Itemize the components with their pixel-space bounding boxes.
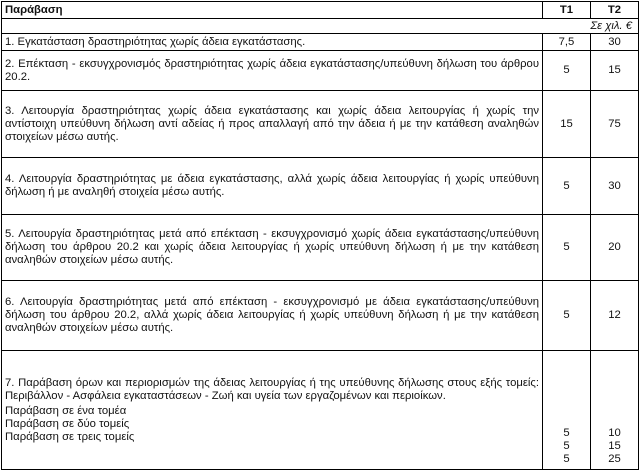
violation-text: 5. Λειτουργία δραστηριότητας μετά από επέκταση - εκσυγχρονισμό χωρίς άδεια εγκατάστασης/υπεύθυνη δήλωση του άρθρου 20.2 και χωρίς άδεια λειτουργίας ή χωρίς υπεύθυνη δήλωση ή με την κατάθεση αναληθών στοιχείων μέσω αυτής.	[2, 215, 543, 281]
violation-7-cell	[2, 351, 543, 470]
table-row-7	[2, 351, 639, 470]
table-row	[2, 215, 639, 281]
t2-value: 75	[591, 91, 639, 158]
sub-label: Παράβαση σε ένα τομέα	[5, 404, 127, 417]
t1-value: 15	[543, 91, 591, 158]
t1-stack	[543, 351, 591, 470]
t1-value: 5	[543, 281, 591, 351]
t1-value: 5	[543, 51, 591, 91]
t2-value: 15	[608, 440, 621, 452]
violation-text: 3. Λειτουργία δραστηριότητας χωρίς άδεια εγκατάστασης και χωρίς άδεια λειτουργίας ή χωρίς την αντίστοιχη υπεύθυνη δήλωση αντί αδείας ή προς απαλλαγή από την άδεια ή με την κατάθεση αναληθών στοιχείων μέσω αυτής.	[2, 91, 543, 158]
sub-label: Παράβαση σε δύο τομείς	[5, 417, 130, 430]
t1-value: 5	[543, 158, 591, 215]
penalties-table	[1, 1, 639, 470]
header-t1: Τ1	[543, 2, 591, 19]
t1-value: 5	[563, 453, 570, 465]
t2-value: 10	[608, 427, 621, 439]
t2-value: 12	[591, 281, 639, 351]
violation-text: 2. Επέκταση - εκσυγχρονισμός δραστηριότητας χωρίς άδεια εγκατάστασης/υπεύθυνη δήλωση του άρθρου 20.2.	[2, 51, 543, 91]
unit-label: Σε χιλ. €	[543, 19, 639, 34]
t1-value: 5	[563, 427, 570, 439]
t1-value: 5	[543, 215, 591, 281]
t2-value: 30	[591, 158, 639, 215]
unit-row	[2, 19, 639, 34]
t2-value: 20	[591, 215, 639, 281]
header-violation: Παράβαση	[2, 2, 543, 19]
t1-value: 5	[563, 440, 570, 452]
table-row	[2, 51, 639, 91]
t2-value: 30	[591, 34, 639, 51]
violation-text: 1. Εγκατάσταση δραστηριότητας χωρίς άδεια εγκατάστασης.	[2, 34, 543, 51]
violation-text: 4. Λειτουργία δραστηριότητας με άδεια εγκατάστασης, αλλά χωρίς άδεια λειτουργίας ή χωρίς υπεύθυνη δήλωση ή με αναληθή στοιχεία μέσω αυτής.	[2, 158, 543, 215]
table-row	[2, 158, 639, 215]
t2-value: 15	[591, 51, 639, 91]
violation-text: 6. Λειτουργία δραστηριότητας μετά από επέκταση - εκσυγχρονισμό με άδεια εγκατάστασης/υπεύθυνη δήλωση του άρθρου 20.2, αλλά χωρίς άδεια λειτουργίας ή χωρίς υπεύθυνη δήλωση ή με την κατάθεση αναληθών στοιχείων μέσω αυτής.	[2, 281, 543, 351]
table-row	[2, 281, 639, 351]
violation-text: 7. Παράβαση όρων και περιορισμών της άδειας λειτουργίας ή της υπεύθυνης δήλωσης στους εξής τομείς: Περιβάλλον - Ασφάλεια εγκαταστάσεων - Ζωή και υγεία των εργαζομένων και περιοίκων.	[5, 376, 539, 402]
table-row	[2, 34, 639, 51]
header-t2: Τ2	[591, 2, 639, 19]
t1-value: 7,5	[543, 34, 591, 51]
unit-blank	[2, 19, 543, 34]
sub-label: Παράβαση σε τρεις τομείς	[5, 430, 135, 443]
t2-stack	[591, 351, 639, 470]
table-row	[2, 91, 639, 158]
t2-value: 25	[608, 453, 621, 465]
header-row	[2, 2, 639, 19]
